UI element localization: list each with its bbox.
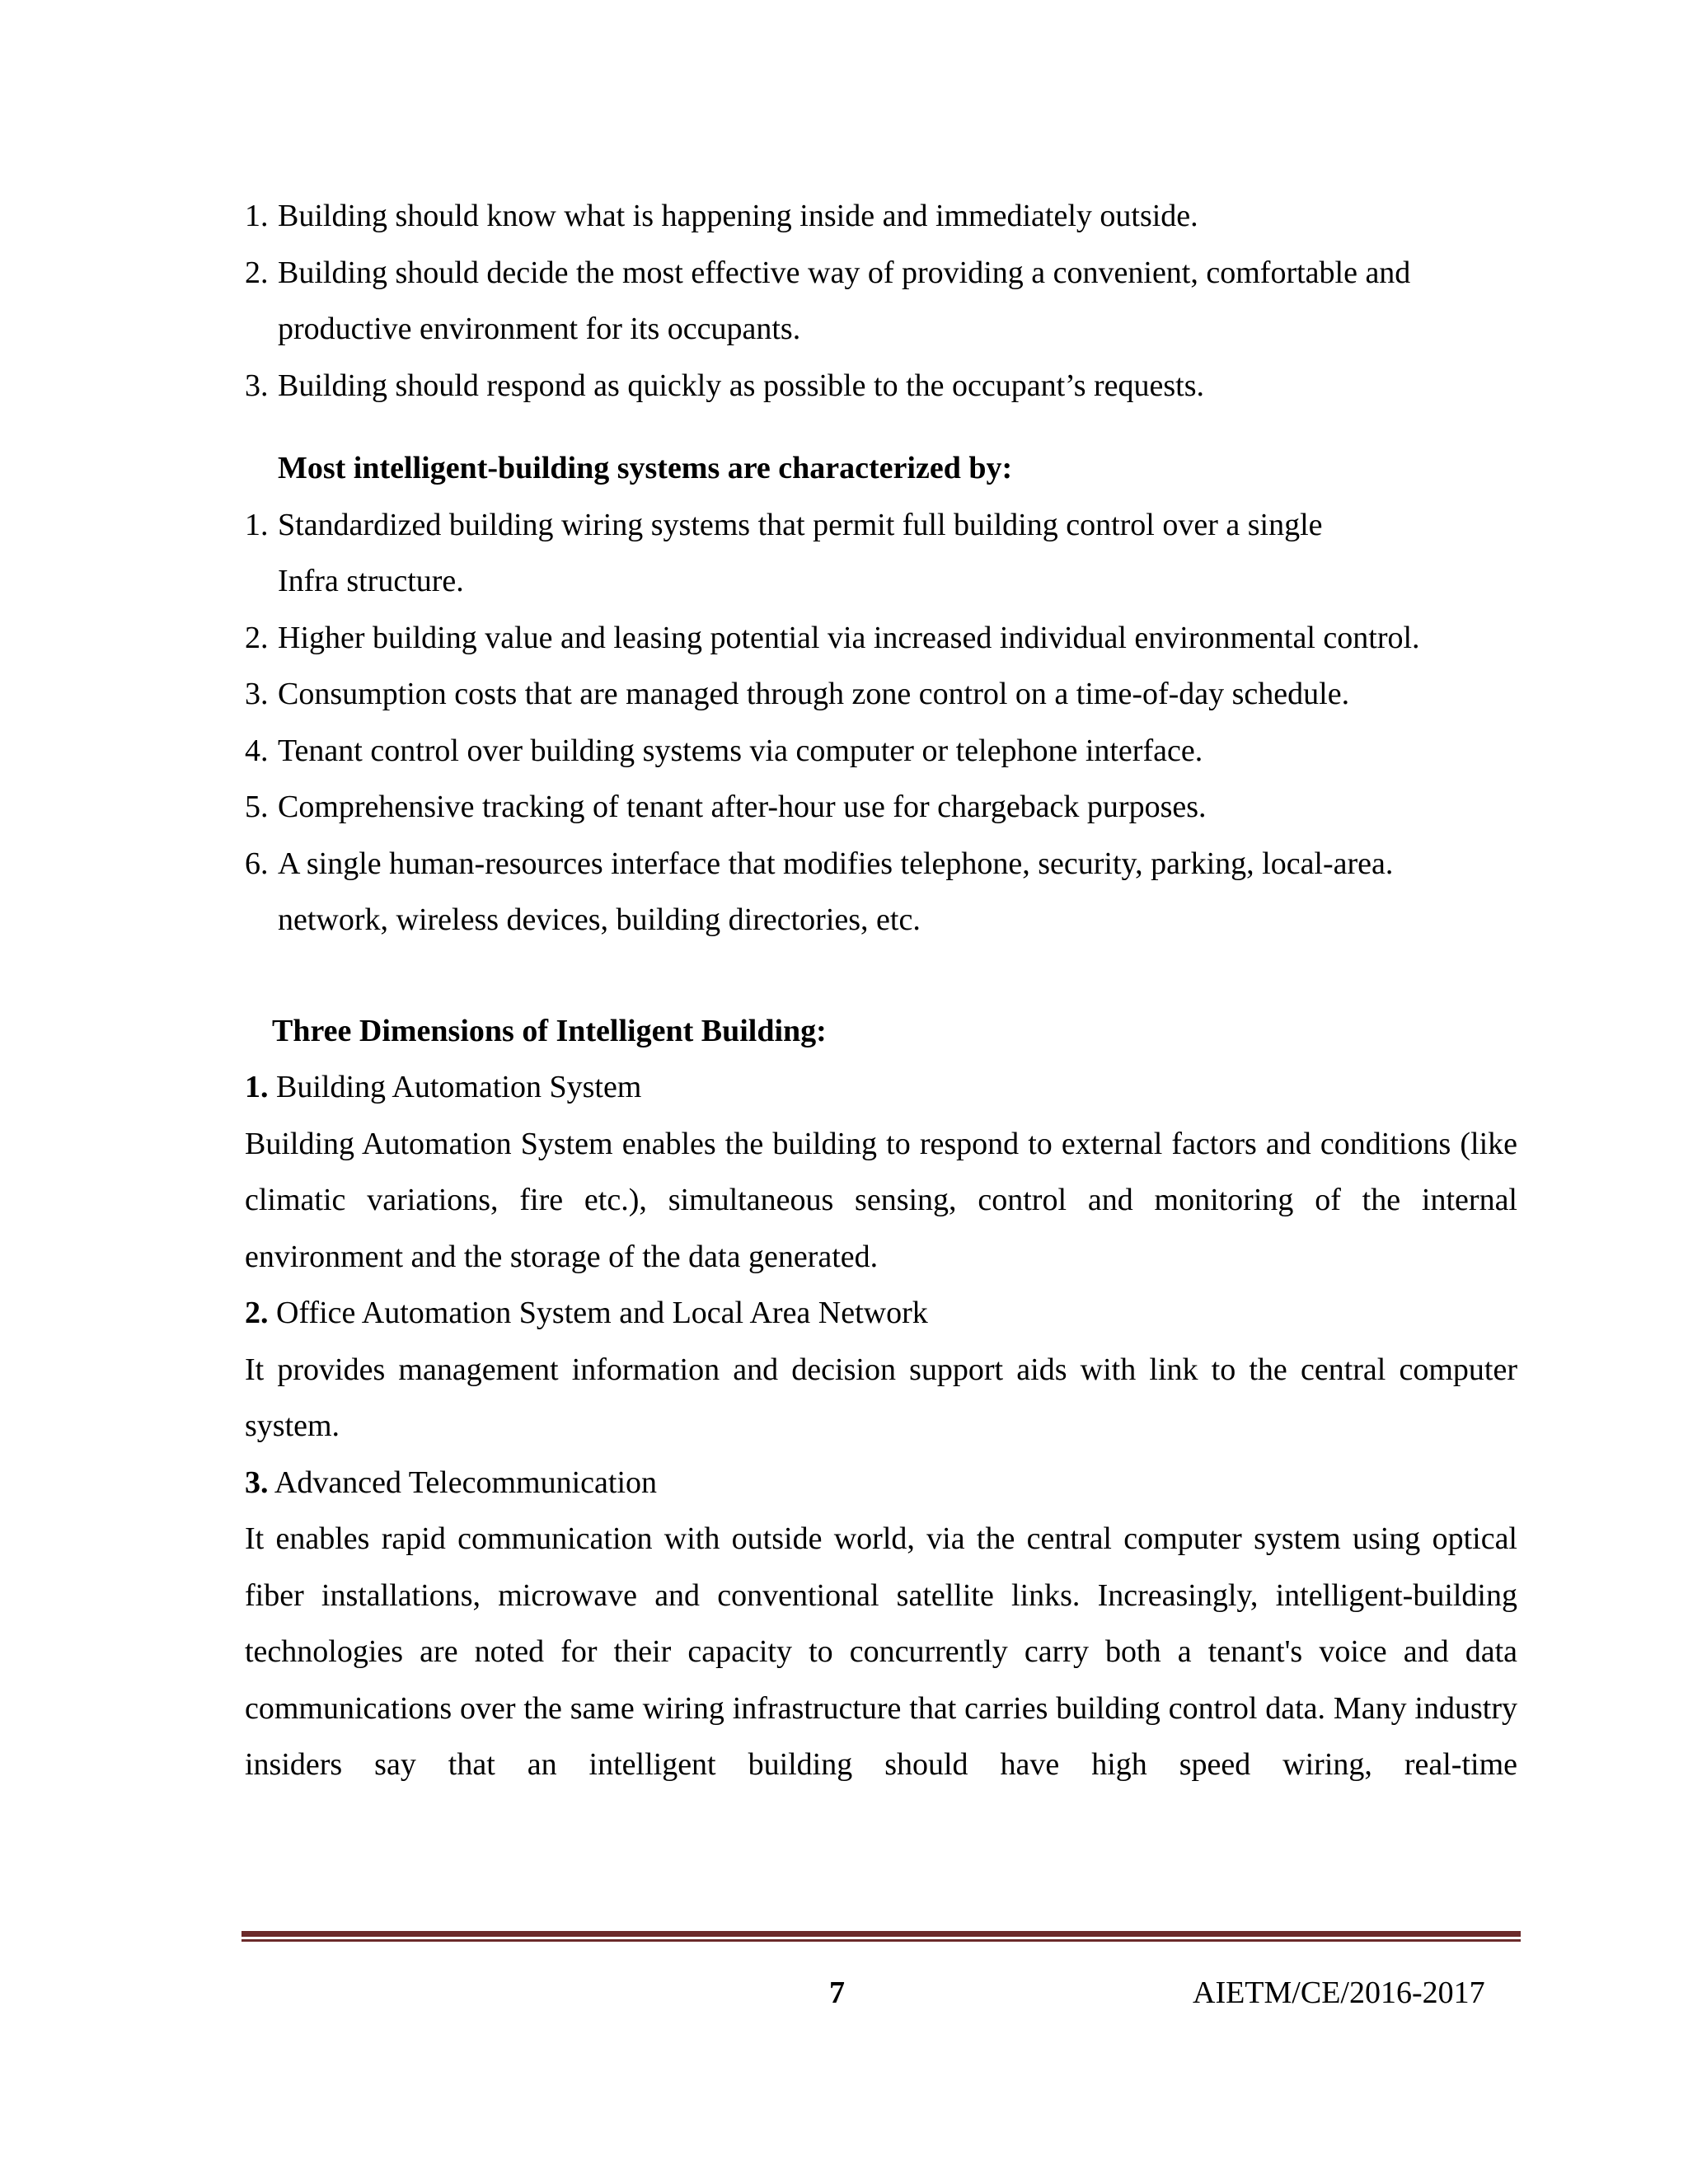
list-number: 3.	[245, 677, 269, 711]
dimension-title	[245, 1455, 1517, 1511]
list-item	[245, 245, 1517, 358]
list-number: 1.	[245, 199, 269, 233]
list-number: 6.	[245, 846, 269, 881]
list-text: Building should respond as quickly as possible to the occupant’s requests.	[278, 368, 1205, 403]
footer-rule-thick	[241, 1931, 1521, 1937]
list-text: Higher building value and leasing potential via increased individual environmental control.	[278, 620, 1420, 655]
page-number: 7	[829, 1975, 845, 2010]
list-text-line: network, wireless devices, building directories, etc.	[278, 902, 921, 937]
list-text: Tenant control over building systems via computer or telephone interface.	[278, 733, 1203, 768]
dimension-title-text: Advanced Telecommunication	[274, 1465, 657, 1500]
dimension-body: It provides management information and decision support aids with link to the central computer system.	[245, 1352, 1517, 1443]
dimension-title	[245, 1059, 1517, 1116]
list-number: 4.	[245, 733, 269, 768]
list-number: 5.	[245, 790, 269, 824]
list-number: 1.	[245, 507, 269, 542]
list-text: Building should know what is happening inside and immediately outside.	[278, 199, 1198, 233]
list-text-line: Standardized building wiring systems that permit full building control over a single	[278, 507, 1323, 542]
list-text-line: Infra structure.	[278, 564, 464, 598]
dimension-body: It enables rapid communication with outside world, via the central computer system using optical fiber installations, microwave and conventional satellite links. Increasingly, intelligent-building technologies are noted for their capacity to concurrently carry both a tenant's voice and data communications over the same wiring infrastructure that carries building control data. Many industry insiders say that an intelligent building should have high speed wiring, real-time	[245, 1521, 1517, 1782]
list-item	[245, 779, 1517, 836]
list-number: 3.	[245, 368, 269, 403]
dimension-number: 3.	[245, 1465, 269, 1500]
list-item	[245, 666, 1517, 723]
list-item	[245, 836, 1517, 949]
list-item	[245, 188, 1517, 245]
list-number: 2.	[245, 620, 269, 655]
list-item	[245, 610, 1517, 667]
list-number: 2.	[245, 255, 269, 290]
list-text: Building should decide the most effective way of providing a convenient, comfortable and productive environment for its occupants.	[278, 255, 1411, 346]
footer-rule-thin	[241, 1939, 1521, 1942]
footer-document-code: AIETM/CE/2016-2017	[1193, 1975, 1485, 2010]
dimension-body: Building Automation System enables the building to respond to external factors and conditions (like climatic variations, fire etc.), simultaneous sensing, control and monitoring of the internal environment and the storage of the data generated.	[245, 1126, 1517, 1274]
list-text: Consumption costs that are managed through zone control on a time-of-day schedule.	[278, 677, 1350, 711]
list-text-line: A single human-resources interface that modifies telephone, security, parking, local-area.	[278, 846, 1394, 881]
list-item	[245, 358, 1517, 415]
section-heading-dimensions: Three Dimensions of Intelligent Building:	[272, 1013, 827, 1048]
list-item	[245, 497, 1517, 610]
list-text: Comprehensive tracking of tenant after-hour use for chargeback purposes.	[278, 790, 1207, 824]
section-heading-characteristics: Most intelligent-building systems are characterized by:	[278, 451, 1013, 485]
dimension-number: 2.	[245, 1296, 269, 1330]
page-content	[245, 188, 1517, 1793]
dimension-title	[245, 1285, 1517, 1342]
list-item	[245, 723, 1517, 780]
dimension-number: 1.	[245, 1070, 269, 1104]
dimension-title-text: Building Automation System	[276, 1070, 642, 1104]
dimension-title-text: Office Automation System and Local Area Network	[276, 1296, 928, 1330]
